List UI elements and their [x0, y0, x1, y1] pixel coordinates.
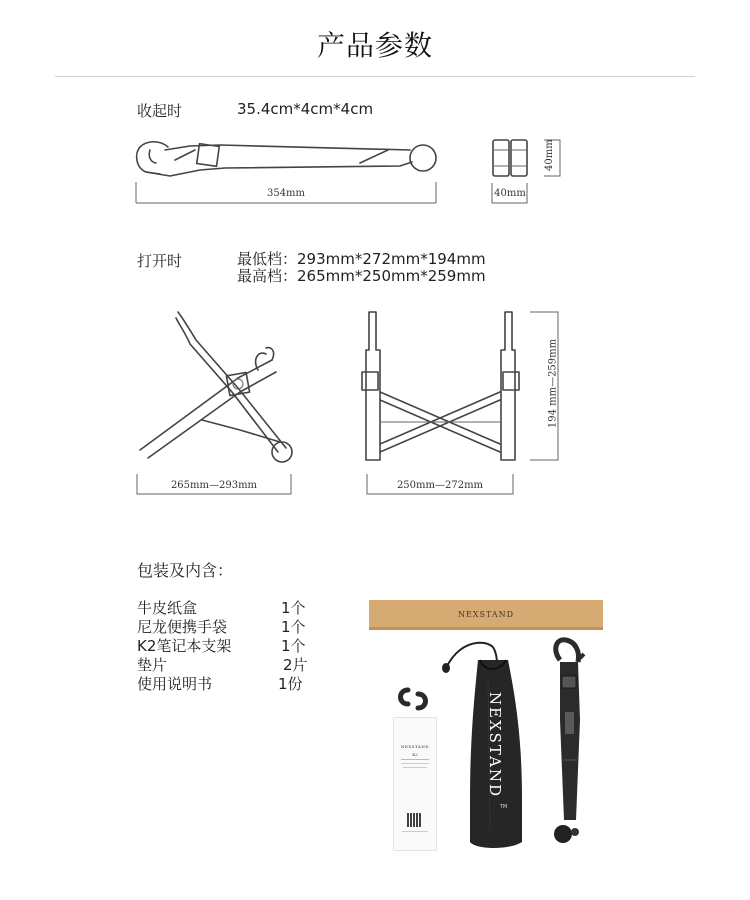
folded-height-dim: 40mm — [544, 139, 555, 171]
folded-width-dim: 40mm — [494, 188, 526, 199]
item-qty: 1个 — [281, 599, 306, 617]
item-name: 牛皮纸盒 — [137, 599, 198, 617]
item-qty: 1份 — [278, 675, 303, 693]
opened-front-dim: 250mm—272mm — [396, 480, 484, 491]
folded-size: 35.4cm*4cm*4cm — [237, 100, 374, 118]
item-qty: 1个 — [281, 637, 306, 655]
opened-label: 打开时 — [137, 252, 183, 270]
opened-height-dim: 194 mm—259mm — [547, 338, 559, 429]
pouch-tm: TM — [500, 804, 508, 810]
manual-brand: NEXSTAND — [400, 744, 430, 749]
item-qty: 2片 — [283, 656, 308, 674]
item-name: K2笔记本支架 — [137, 637, 232, 655]
opened-lowest: 最低档：293mm*272mm*194mm — [237, 250, 486, 268]
box-brand: NEXSTAND — [457, 610, 515, 619]
package-heading: 包装及内含： — [137, 561, 234, 580]
manual-model: K2 — [412, 752, 418, 757]
folded-length-dim: 354mm — [266, 188, 306, 199]
page-title: 产品参数 — [316, 29, 433, 62]
folded-label: 收起时 — [137, 102, 183, 120]
item-qty: 1个 — [281, 618, 306, 636]
item-name: 使用说明书 — [137, 675, 213, 693]
opened-side-dim: 265mm—293mm — [170, 480, 258, 491]
opened-highest: 最高档：265mm*250mm*259mm — [237, 267, 486, 285]
item-name: 尼龙便携手袋 — [137, 618, 228, 636]
pouch-brand: NEXSTAND — [486, 691, 504, 799]
item-name: 垫片 — [137, 656, 168, 674]
